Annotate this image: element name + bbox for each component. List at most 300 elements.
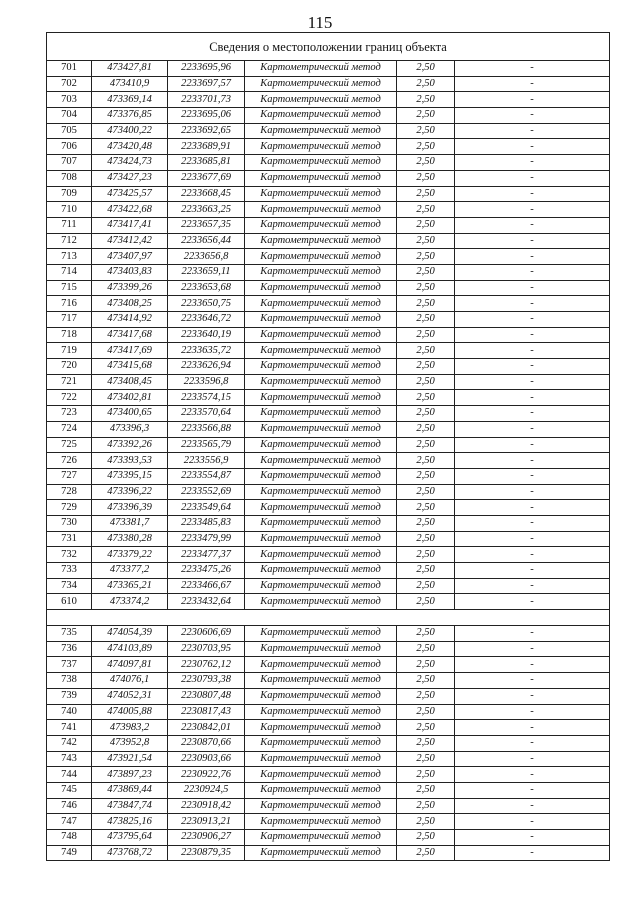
method-cell: Картометрический метод [245,657,397,673]
coordinate-y-cell: 2230703,95 [168,641,245,657]
coordinate-x-cell: 474005,88 [92,704,168,720]
coordinate-x-cell: 473399,26 [92,280,168,296]
point-number-cell: 749 [47,845,92,861]
coordinate-x-cell: 474054,39 [92,626,168,642]
table-row [47,374,610,390]
point-number-cell: 732 [47,547,92,563]
method-cell: Картометрический метод [245,515,397,531]
coordinate-y-cell: 2233656,44 [168,233,245,249]
table-row [47,437,610,453]
method-cell: Картометрический метод [245,312,397,328]
coordinate-x-cell: 473415,68 [92,359,168,375]
point-number-cell: 720 [47,359,92,375]
point-number-cell: 716 [47,296,92,312]
coordinate-x-cell: 473380,28 [92,531,168,547]
accuracy-cell: 2,50 [397,704,455,720]
description-cell: - [455,61,610,77]
coordinate-y-cell: 2233657,35 [168,217,245,233]
description-cell: - [455,327,610,343]
coordinate-y-cell: 2233640,19 [168,327,245,343]
accuracy-cell: 2,50 [397,500,455,516]
method-cell: Картометрический метод [245,688,397,704]
method-cell: Картометрический метод [245,563,397,579]
method-cell: Картометрический метод [245,390,397,406]
accuracy-cell: 2,50 [397,421,455,437]
description-cell: - [455,280,610,296]
accuracy-cell: 2,50 [397,531,455,547]
coordinate-x-cell: 473420,48 [92,139,168,155]
point-number-cell: 730 [47,515,92,531]
coordinate-x-cell: 473424,73 [92,155,168,171]
method-cell: Картометрический метод [245,406,397,422]
table-row [47,782,610,798]
boundary-table [46,32,610,861]
accuracy-cell: 2,50 [397,249,455,265]
coordinate-x-cell: 473392,26 [92,437,168,453]
method-cell: Картометрический метод [245,500,397,516]
point-number-cell: 705 [47,123,92,139]
accuracy-cell: 2,50 [397,673,455,689]
method-cell: Картометрический метод [245,343,397,359]
point-number-cell: 725 [47,437,92,453]
method-cell: Картометрический метод [245,233,397,249]
method-cell: Картометрический метод [245,437,397,453]
method-cell: Картометрический метод [245,249,397,265]
coordinate-x-cell: 474097,81 [92,657,168,673]
coordinate-y-cell: 2233432,64 [168,594,245,610]
coordinate-x-cell: 473408,25 [92,296,168,312]
separator-cell [47,610,610,626]
coordinate-x-cell: 473396,3 [92,421,168,437]
method-cell: Картометрический метод [245,155,397,171]
coordinate-y-cell: 2230913,21 [168,814,245,830]
accuracy-cell: 2,50 [397,374,455,390]
description-cell: - [455,657,610,673]
point-number-cell: 712 [47,233,92,249]
description-cell: - [455,688,610,704]
table-row [47,830,610,846]
accuracy-cell: 2,50 [397,751,455,767]
point-number-cell: 715 [47,280,92,296]
coordinate-y-cell: 2233677,69 [168,170,245,186]
accuracy-cell: 2,50 [397,155,455,171]
coordinate-x-cell: 473396,39 [92,500,168,516]
accuracy-cell: 2,50 [397,594,455,610]
coordinate-y-cell: 2233650,75 [168,296,245,312]
table-row [47,720,610,736]
coordinate-y-cell: 2233552,69 [168,484,245,500]
point-number-cell: 733 [47,563,92,579]
description-cell: - [455,108,610,124]
point-number-cell: 731 [47,531,92,547]
table-row [47,233,610,249]
accuracy-cell: 2,50 [397,202,455,218]
method-cell: Картометрический метод [245,751,397,767]
description-cell: - [455,735,610,751]
coordinate-y-cell: 2233653,68 [168,280,245,296]
point-number-cell: 710 [47,202,92,218]
method-cell: Картометрический метод [245,798,397,814]
coordinate-y-cell: 2233697,57 [168,76,245,92]
table-row [47,327,610,343]
coordinate-x-cell: 473417,69 [92,343,168,359]
method-cell: Картометрический метод [245,359,397,375]
coordinate-y-cell: 2230793,38 [168,673,245,689]
description-cell: - [455,249,610,265]
coordinate-y-cell: 2233646,72 [168,312,245,328]
coordinate-x-cell: 473393,53 [92,453,168,469]
accuracy-cell: 2,50 [397,186,455,202]
method-cell: Картометрический метод [245,92,397,108]
coordinate-x-cell: 473402,81 [92,390,168,406]
coordinate-x-cell: 474076,1 [92,673,168,689]
coordinate-y-cell: 2233656,8 [168,249,245,265]
description-cell: - [455,453,610,469]
accuracy-cell: 2,50 [397,280,455,296]
point-number-cell: 739 [47,688,92,704]
table-row [47,108,610,124]
description-cell: - [455,437,610,453]
coordinate-y-cell: 2233692,65 [168,123,245,139]
coordinate-x-cell: 473412,42 [92,233,168,249]
method-cell: Картометрический метод [245,704,397,720]
description-cell: - [455,767,610,783]
table-row [47,767,610,783]
description-cell: - [455,296,610,312]
coordinate-x-cell: 473376,85 [92,108,168,124]
description-cell: - [455,782,610,798]
point-number-cell: 743 [47,751,92,767]
accuracy-cell: 2,50 [397,437,455,453]
description-cell: - [455,531,610,547]
coordinate-y-cell: 2230918,42 [168,798,245,814]
table-row [47,515,610,531]
point-number-cell: 701 [47,61,92,77]
point-number-cell: 734 [47,578,92,594]
coordinate-y-cell: 2233695,96 [168,61,245,77]
table-row [47,453,610,469]
description-cell: - [455,406,610,422]
table-row [47,531,610,547]
point-number-cell: 719 [47,343,92,359]
coordinate-x-cell: 473395,15 [92,468,168,484]
method-cell: Картометрический метод [245,61,397,77]
point-number-cell: 702 [47,76,92,92]
accuracy-cell: 2,50 [397,123,455,139]
method-cell: Картометрический метод [245,547,397,563]
description-cell: - [455,814,610,830]
method-cell: Картометрический метод [245,673,397,689]
accuracy-cell: 2,50 [397,735,455,751]
table-row [47,468,610,484]
coordinate-y-cell: 2233466,67 [168,578,245,594]
coordinate-y-cell: 2233554,87 [168,468,245,484]
point-number-cell: 746 [47,798,92,814]
point-number-cell: 748 [47,830,92,846]
coordinate-y-cell: 2233626,94 [168,359,245,375]
method-cell: Картометрический метод [245,280,397,296]
method-cell: Картометрический метод [245,531,397,547]
coordinate-y-cell: 2233574,15 [168,390,245,406]
coordinate-x-cell: 473374,2 [92,594,168,610]
coordinate-y-cell: 2230842,01 [168,720,245,736]
table-row [47,641,610,657]
coordinate-x-cell: 473381,7 [92,515,168,531]
accuracy-cell: 2,50 [397,468,455,484]
description-cell: - [455,500,610,516]
method-cell: Картометрический метод [245,484,397,500]
description-cell: - [455,563,610,579]
method-cell: Картометрический метод [245,170,397,186]
coordinate-y-cell: 2233685,81 [168,155,245,171]
method-cell: Картометрический метод [245,76,397,92]
table-row [47,594,610,610]
table-row [47,155,610,171]
coordinate-y-cell: 2233695,06 [168,108,245,124]
accuracy-cell: 2,50 [397,782,455,798]
table-row [47,61,610,77]
method-cell: Картометрический метод [245,421,397,437]
accuracy-cell: 2,50 [397,296,455,312]
accuracy-cell: 2,50 [397,108,455,124]
method-cell: Картометрический метод [245,374,397,390]
method-cell: Картометрический метод [245,578,397,594]
description-cell: - [455,641,610,657]
point-number-cell: 703 [47,92,92,108]
point-number-cell: 724 [47,421,92,437]
coordinate-y-cell: 2233701,73 [168,92,245,108]
method-cell: Картометрический метод [245,139,397,155]
table-row [47,359,610,375]
table-title: Сведения о местоположении границ объекта [47,33,610,61]
table-row [47,312,610,328]
description-cell: - [455,123,610,139]
accuracy-cell: 2,50 [397,139,455,155]
table-row [47,170,610,186]
table-row [47,406,610,422]
point-number-cell: 727 [47,468,92,484]
coordinate-x-cell: 473379,22 [92,547,168,563]
point-number-cell: 737 [47,657,92,673]
point-number-cell: 717 [47,312,92,328]
point-number-cell: 729 [47,500,92,516]
coordinate-x-cell: 473417,41 [92,217,168,233]
table-row [47,249,610,265]
coordinate-x-cell: 473897,23 [92,767,168,783]
method-cell: Картометрический метод [245,327,397,343]
coordinate-y-cell: 2233668,45 [168,186,245,202]
method-cell: Картометрический метод [245,264,397,280]
description-cell: - [455,170,610,186]
accuracy-cell: 2,50 [397,798,455,814]
accuracy-cell: 2,50 [397,406,455,422]
coordinate-x-cell: 474103,89 [92,641,168,657]
point-number-cell: 722 [47,390,92,406]
point-number-cell: 726 [47,453,92,469]
method-cell: Картометрический метод [245,217,397,233]
point-number-cell: 741 [47,720,92,736]
coordinate-y-cell: 2230924,5 [168,782,245,798]
table-row [47,673,610,689]
coordinate-x-cell: 473407,97 [92,249,168,265]
description-cell: - [455,626,610,642]
accuracy-cell: 2,50 [397,657,455,673]
coordinate-y-cell: 2233549,64 [168,500,245,516]
coordinate-x-cell: 473400,22 [92,123,168,139]
coordinate-y-cell: 2233570,64 [168,406,245,422]
coordinate-x-cell: 473417,68 [92,327,168,343]
description-cell: - [455,484,610,500]
description-cell: - [455,312,610,328]
accuracy-cell: 2,50 [397,484,455,500]
coordinate-x-cell: 473795,64 [92,830,168,846]
accuracy-cell: 2,50 [397,814,455,830]
method-cell: Картометрический метод [245,123,397,139]
method-cell: Картометрический метод [245,186,397,202]
accuracy-cell: 2,50 [397,327,455,343]
point-number-cell: 744 [47,767,92,783]
accuracy-cell: 2,50 [397,217,455,233]
coordinate-x-cell: 473425,57 [92,186,168,202]
coordinate-x-cell: 473768,72 [92,845,168,861]
accuracy-cell: 2,50 [397,343,455,359]
description-cell: - [455,830,610,846]
page-number: 115 [307,13,333,32]
coordinate-x-cell: 473410,9 [92,76,168,92]
table-row [47,343,610,359]
description-cell: - [455,673,610,689]
accuracy-cell: 2,50 [397,61,455,77]
coordinate-y-cell: 2233475,26 [168,563,245,579]
method-cell: Картометрический метод [245,641,397,657]
description-cell: - [455,186,610,202]
point-number-cell: 711 [47,217,92,233]
coordinate-y-cell: 2230762,12 [168,657,245,673]
description-cell: - [455,233,610,249]
coordinate-y-cell: 2230879,35 [168,845,245,861]
method-cell: Картометрический метод [245,296,397,312]
coordinate-x-cell: 473427,23 [92,170,168,186]
method-cell: Картометрический метод [245,814,397,830]
coordinate-x-cell: 473403,83 [92,264,168,280]
accuracy-cell: 2,50 [397,626,455,642]
point-number-cell: 706 [47,139,92,155]
table-row [47,688,610,704]
description-cell: - [455,594,610,610]
table-row [47,264,610,280]
table-row [47,704,610,720]
table-separator-row [47,610,610,626]
accuracy-cell: 2,50 [397,830,455,846]
description-cell: - [455,202,610,218]
method-cell: Картометрический метод [245,468,397,484]
accuracy-cell: 2,50 [397,688,455,704]
coordinate-y-cell: 2233596,8 [168,374,245,390]
table-row [47,217,610,233]
coordinate-y-cell: 2230807,48 [168,688,245,704]
coordinate-x-cell: 473869,44 [92,782,168,798]
description-cell: - [455,390,610,406]
table-row [47,76,610,92]
coordinate-y-cell: 2233477,37 [168,547,245,563]
description-cell: - [455,264,610,280]
accuracy-cell: 2,50 [397,453,455,469]
table-row [47,657,610,673]
accuracy-cell: 2,50 [397,845,455,861]
coordinate-x-cell: 473983,2 [92,720,168,736]
accuracy-cell: 2,50 [397,563,455,579]
coordinate-x-cell: 474052,31 [92,688,168,704]
accuracy-cell: 2,50 [397,312,455,328]
point-number-cell: 714 [47,264,92,280]
coordinate-y-cell: 2233689,91 [168,139,245,155]
coordinate-y-cell: 2233659,11 [168,264,245,280]
method-cell: Картометрический метод [245,720,397,736]
coordinate-y-cell: 2233663,25 [168,202,245,218]
point-number-cell: 735 [47,626,92,642]
coordinate-y-cell: 2230903,66 [168,751,245,767]
table-row [47,626,610,642]
description-cell: - [455,578,610,594]
point-number-cell: 704 [47,108,92,124]
accuracy-cell: 2,50 [397,390,455,406]
table-row [47,500,610,516]
description-cell: - [455,139,610,155]
accuracy-cell: 2,50 [397,359,455,375]
coordinate-x-cell: 473400,65 [92,406,168,422]
coordinate-y-cell: 2233635,72 [168,343,245,359]
description-cell: - [455,92,610,108]
point-number-cell: 728 [47,484,92,500]
table-row [47,280,610,296]
point-number-cell: 747 [47,814,92,830]
table-row [47,563,610,579]
coordinate-y-cell: 2230817,43 [168,704,245,720]
table-row [47,845,610,861]
accuracy-cell: 2,50 [397,641,455,657]
coordinate-x-cell: 473396,22 [92,484,168,500]
table-title-row [47,33,610,61]
accuracy-cell: 2,50 [397,170,455,186]
description-cell: - [455,547,610,563]
coordinate-y-cell: 2233566,88 [168,421,245,437]
point-number-cell: 723 [47,406,92,422]
table-row [47,202,610,218]
description-cell: - [455,751,610,767]
description-cell: - [455,468,610,484]
coordinate-x-cell: 473369,14 [92,92,168,108]
method-cell: Картометрический метод [245,845,397,861]
method-cell: Картометрический метод [245,594,397,610]
coordinate-x-cell: 473825,16 [92,814,168,830]
table-row [47,484,610,500]
accuracy-cell: 2,50 [397,264,455,280]
coordinate-y-cell: 2230906,27 [168,830,245,846]
table-row [47,123,610,139]
table-row [47,421,610,437]
description-cell: - [455,76,610,92]
accuracy-cell: 2,50 [397,767,455,783]
point-number-cell: 713 [47,249,92,265]
method-cell: Картометрический метод [245,453,397,469]
description-cell: - [455,155,610,171]
coordinate-y-cell: 2230922,76 [168,767,245,783]
coordinate-x-cell: 473365,21 [92,578,168,594]
coordinate-x-cell: 473422,68 [92,202,168,218]
coordinate-y-cell: 2233485,83 [168,515,245,531]
table-row [47,814,610,830]
table-row [47,139,610,155]
